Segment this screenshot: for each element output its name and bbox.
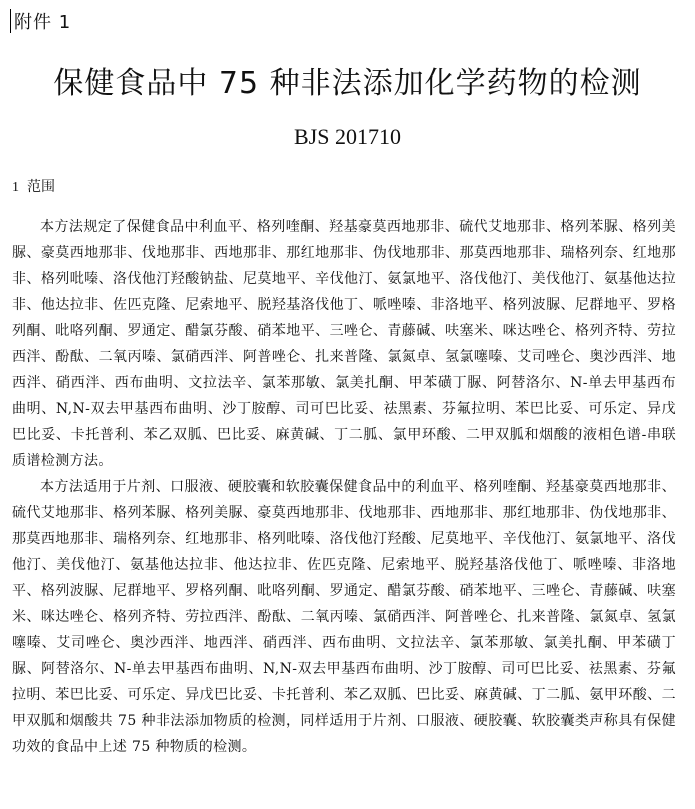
section-title: 范围 [27,179,55,195]
section-heading [12,176,55,196]
section-number: 1 [12,180,19,195]
scope-paragraph-applicability: 本方法适用于片剂、口服液、硬胶囊和软胶囊保健食品中的利血平、格列喹酮、羟基豪莫西地那非、硫代艾地那非、格列苯脲、格列美脲、豪莫西地那非、伐地那非、西地那非、那红地那非、伪伐地那非、那莫西地那非、瑞格列奈、红地那非、格列吡嗪、洛伐他汀羟酸、尼莫地平、辛伐他汀、氨氯地平、洛伐他汀、美伐他汀、氨基他达拉非、他达拉非、佐匹克隆、尼索地平、脱羟基洛伐他丁、哌唑嗪、非洛地平、格列波脲、尼群地平、罗格列酮、吡咯列酮、罗通定、醋氯芬酸、硝苯地平、三唑仑、青藤碱、呋塞米、咪达唑仑、格列齐特、劳拉西泮、酚酞、二氧丙嗪、氯硝西泮、阿普唑仑、扎来普隆、氯氮卓、氢氯噻嗪、艾司唑仑、奥沙西泮、地西泮、硝西泮、西布曲明、文拉法辛、氯苯那敏、氯美扎酮、甲苯磺丁脲、阿替洛尔、N-单去甲基西布曲明、N,N-双去甲基西布曲明、沙丁胺醇、司可巴比妥、祛黑素、芬氟拉明、苯巴比妥、可乐定、异戊巴比妥、卡托普利、苯乙双胍、巴比妥、麻黄碱、丁二胍、氨甲环酸、二甲双胍和烟酸共 75 种非法添加物质的检测，同样适用于片剂、口服液、硬胶囊、软胶囊类声称具有保健功效的食品中上述 75 种物质的检测。 [12,479,676,755]
document-code: BJS 201710 [294,124,401,149]
document-title: 保健食品中 75 种非法添加化学药物的检测 [53,66,642,101]
section-content [12,214,676,760]
scope-paragraph-method: 本方法规定了保健食品中利血平、格列喹酮、羟基豪莫西地那非、硫代艾地那非、格列苯脲、格列美脲、豪莫西地那非、伐地那非、西地那非、那红地那非、伪伐地那非、那莫西地那非、瑞格列奈、红地那非、格列吡嗪、洛伐他汀羟酸钠盐、尼莫地平、辛伐他汀、氨氯地平、洛伐他汀、美伐他汀、氨基他达拉非、他达拉非、佐匹克隆、尼索地平、脱羟基洛伐他丁、哌唑嗪、非洛地平、格列波脲、尼群地平、罗格列酮、吡咯列酮、罗通定、醋氯芬酸、硝苯地平、三唑仑、青藤碱、呋塞米、咪达唑仑、格列齐特、劳拉西泮、酚酞、二氧丙嗪、氯硝西泮、阿普唑仑、扎来普隆、氯氮卓、氢氯噻嗪、艾司唑仑、奥沙西泮、地西泮、硝西泮、西布曲明、文拉法辛、氯苯那敏、氯美扎酮、甲苯磺丁脲、阿替洛尔、N-单去甲基西布曲明、N,N-双去甲基西布曲明、沙丁胺醇、司可巴比妥、祛黑素、芬氟拉明、苯巴比妥、可乐定、异戊巴比妥、卡托普利、苯乙双胍、巴比妥、麻黄碱、丁二胍、氯甲环酸、二甲双胍和烟酸的液相色谱-串联质谱检测方法。 [12,219,676,469]
text-cursor [10,9,11,33]
attachment-label: 附件 1 [14,12,72,33]
